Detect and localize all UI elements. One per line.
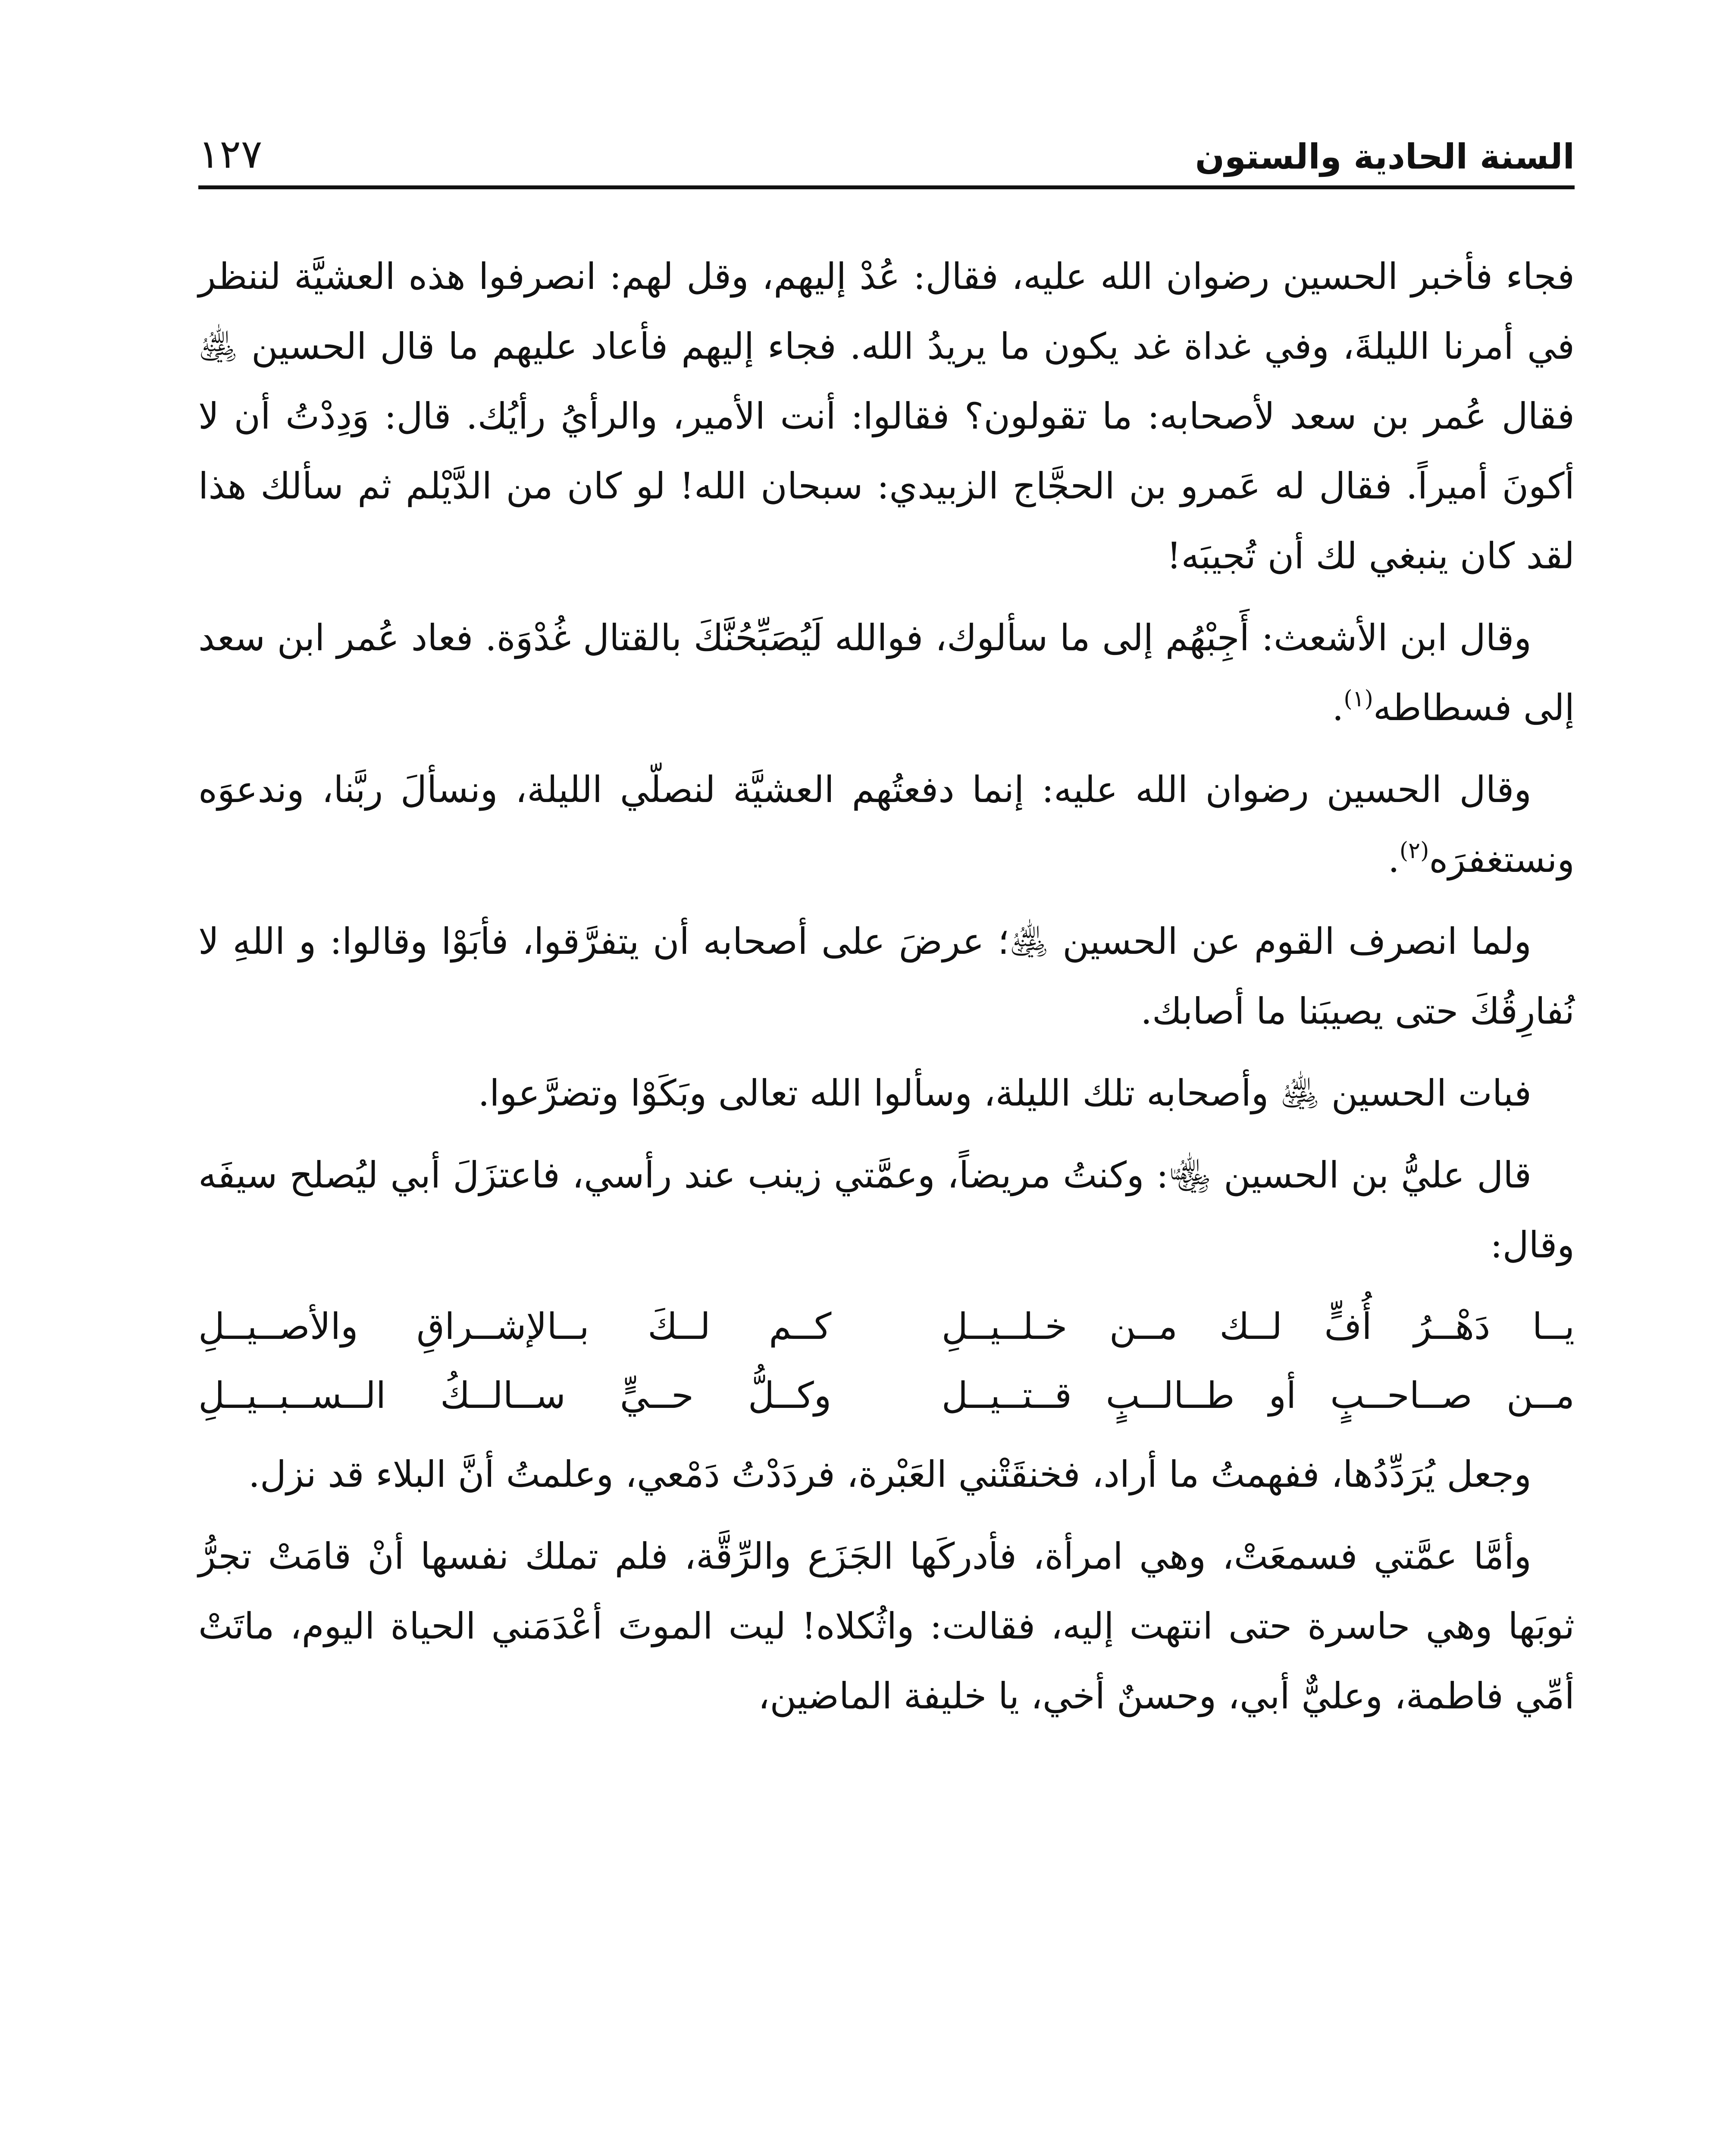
paragraph: فبات الحسين ﵁ وأصحابه تلك الليلة، وسألوا الله تعالى وبَكَوْا وتضرَّعوا. bbox=[478, 1072, 1531, 1114]
paragraph-text: وقال ابن الأشعث: أَجِبْهُم إلى ما سألوك، فوالله لَيُصَبِّحُنَّكَ بالقتال غُدْوَة. فعاد عُمر ابن سعد إلى فسطاطه bbox=[198, 617, 1575, 729]
footnote-reference: (٢) bbox=[1399, 838, 1429, 864]
paragraph: وجعل يُرَدِّدُها، ففهمتُ ما أراد، فخنقَتْني العَبْرة، فردَدْتُ دَمْعي، وعلمتُ أنَّ البلاء قد نزل. bbox=[248, 1453, 1531, 1495]
paragraph bbox=[198, 603, 1575, 743]
verse-first-hemistich: يــا دَهْــرُ أُفٍّ لــك مــن خـلــيــلِ bbox=[941, 1305, 1575, 1348]
header-rule bbox=[198, 185, 1575, 189]
verse-second-hemistich: كــم لــكَ بــالإشــراقِ والأصــيــلِ bbox=[198, 1305, 832, 1348]
sentence-end: . bbox=[1388, 838, 1400, 881]
page-header bbox=[198, 108, 1575, 181]
main-text bbox=[198, 241, 1575, 1743]
paragraph: وأمَّا عمَّتي فسمعَتْ، وهي امرأة، فأدركَها الجَزَع والرِّقَّة، فلم تملك نفسها أنْ قامَتْ تجرُّ ثوبَها وهي حاسرة حتى انتهت إليه، فقالت: واثُكلاه! ليت الموتَ أعْدَمَني الحياة اليوم، ماتَتْ أمِّي فاطمة، وعليٌّ أبي، وحسنٌ أخي، يا خليفة الماضين، bbox=[198, 1535, 1575, 1717]
footnote-reference: (١) bbox=[1344, 686, 1373, 712]
paragraph: فجاء فأخبر الحسين رضوان الله عليه، فقال: عُدْ إليهم، وقل لهم: انصرفوا هذه العشيَّة لننظر في أمرنا الليلةَ، وفي غداة غد يكون ما يريدُ الله. فجاء إليهم فأعاد عليهم ما قال الحسين ﵁ فقال عُمر بن سعد لأصحابه: ما تقولون؟ فقالوا: أنت الأمير، والرأيُ رأيُك. قال: وَدِدْتُ أن لا أكونَ أميراً. فقال له عَمرو بن الحجَّاج الزبيدي: سبحان الله! لو كان من الدَّيْلم ثم سألك هذا لقد كان ينبغي لك أن تُجيبَه! bbox=[198, 255, 1575, 577]
verse-first-hemistich: مــن صــاحــبٍ أو طــالــبٍ قــتــيــل bbox=[941, 1374, 1575, 1416]
poem bbox=[198, 1292, 1575, 1430]
poem-verse bbox=[198, 1361, 1575, 1430]
page-number: ١٢٧ bbox=[198, 131, 263, 177]
paragraph: قال عليُّ بن الحسين ﵄: وكنتُ مريضاً، وعمَّتي زينب عند رأسي، فاعتزَلَ أبي ليُصلح سيفَه وقال: bbox=[198, 1154, 1575, 1266]
verse-second-hemistich: وكــلُّ حــيٍّ ســالــكُ الــســبــيــلِ bbox=[198, 1374, 832, 1416]
paragraph: ولما انصرف القوم عن الحسين ﵁؛ عرضَ على أصحابه أن يتفرَّقوا، فأبَوْا وقالوا: و اللهِ لا نُفارِقُكَ حتى يصيبَنا ما أصابك. bbox=[198, 920, 1575, 1032]
paragraph bbox=[198, 755, 1575, 894]
sentence-end: . bbox=[1332, 686, 1344, 729]
running-head: السنة الحادية والستون bbox=[1195, 137, 1575, 177]
poem-verse bbox=[198, 1292, 1575, 1361]
paragraph-text: وقال الحسين رضوان الله عليه: إنما دفعتُهم العشيَّة لنصلّي الليلة، ونسألَ ربَّنا، وندعوَه ونستغفرَه bbox=[198, 768, 1575, 881]
